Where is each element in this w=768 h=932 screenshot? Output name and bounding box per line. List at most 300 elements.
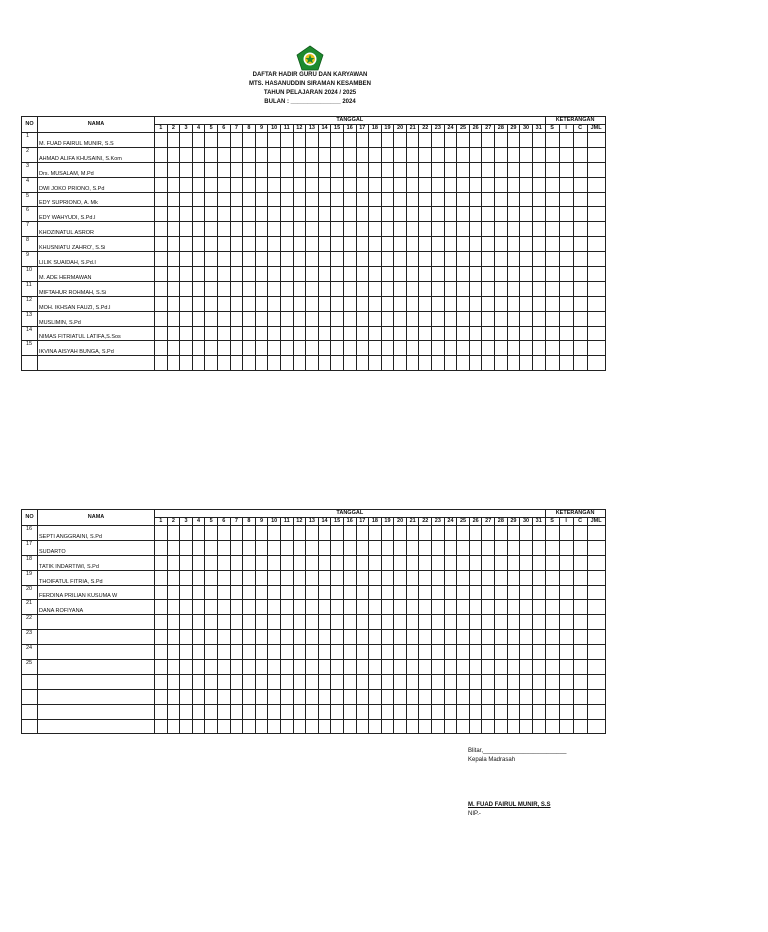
attendance-cell	[495, 540, 508, 555]
attendance-cell	[205, 222, 218, 237]
day-header: 7	[230, 518, 243, 526]
attendance-cell	[192, 630, 205, 645]
attendance-cell	[507, 252, 520, 267]
attendance-cell	[331, 192, 344, 207]
attendance-cell	[306, 615, 319, 630]
employee-name: EDY SUPRIONO, A. Mk	[38, 192, 155, 207]
attendance-cell	[230, 600, 243, 615]
attendance-cell	[293, 222, 306, 237]
attendance-cell	[482, 133, 495, 148]
attendance-cell	[331, 222, 344, 237]
attendance-cell	[587, 192, 605, 207]
attendance-cell	[318, 207, 331, 222]
attendance-cell	[520, 674, 533, 689]
row-number: 10	[22, 267, 38, 282]
attendance-cell	[432, 252, 445, 267]
attendance-cell	[369, 555, 382, 570]
attendance-cell	[280, 177, 293, 192]
employee-name: MIFTAHUR ROHMAH, S.Si	[38, 281, 155, 296]
attendance-cell	[255, 133, 268, 148]
attendance-cell	[192, 267, 205, 282]
attendance-cell	[432, 192, 445, 207]
attendance-cell	[559, 719, 573, 734]
attendance-cell	[573, 600, 587, 615]
attendance-cell	[532, 540, 545, 555]
row-number: 23	[22, 630, 38, 645]
row-number: 3	[22, 162, 38, 177]
attendance-cell	[155, 674, 168, 689]
attendance-cell	[306, 630, 319, 645]
day-header: 16	[343, 125, 356, 133]
attendance-cell	[192, 570, 205, 585]
attendance-cell	[469, 674, 482, 689]
attendance-cell	[507, 341, 520, 356]
attendance-cell	[192, 326, 205, 341]
attendance-cell	[192, 704, 205, 719]
attendance-cell	[192, 600, 205, 615]
attendance-cell	[306, 585, 319, 600]
attendance-cell	[180, 267, 193, 282]
attendance-cell	[469, 526, 482, 541]
attendance-cell	[507, 192, 520, 207]
attendance-cell	[457, 267, 470, 282]
attendance-cell	[217, 237, 230, 252]
attendance-cell	[255, 585, 268, 600]
attendance-cell	[155, 540, 168, 555]
attendance-cell	[545, 237, 559, 252]
attendance-cell	[381, 630, 394, 645]
attendance-cell	[587, 630, 605, 645]
row-number: 7	[22, 222, 38, 237]
attendance-cell	[167, 719, 180, 734]
attendance-cell	[432, 645, 445, 660]
attendance-cell	[394, 341, 407, 356]
attendance-cell	[457, 311, 470, 326]
attendance-cell	[356, 704, 369, 719]
attendance-cell	[419, 570, 432, 585]
attendance-cell	[230, 252, 243, 267]
attendance-cell	[217, 356, 230, 371]
day-header: 25	[457, 125, 470, 133]
row-number: 19	[22, 570, 38, 585]
attendance-cell	[444, 147, 457, 162]
attendance-cell	[331, 674, 344, 689]
attendance-cell	[205, 645, 218, 660]
attendance-cell	[205, 296, 218, 311]
attendance-cell	[573, 570, 587, 585]
attendance-cell	[482, 311, 495, 326]
attendance-cell	[369, 540, 382, 555]
attendance-cell	[573, 719, 587, 734]
attendance-cell	[419, 296, 432, 311]
attendance-cell	[356, 162, 369, 177]
attendance-cell	[394, 630, 407, 645]
attendance-cell	[559, 356, 573, 371]
attendance-cell	[356, 585, 369, 600]
attendance-cell	[520, 177, 533, 192]
attendance-cell	[457, 719, 470, 734]
attendance-cell	[520, 555, 533, 570]
attendance-cell	[205, 555, 218, 570]
table-row	[22, 674, 606, 689]
attendance-cell	[406, 660, 419, 675]
attendance-cell	[406, 585, 419, 600]
attendance-cell	[217, 207, 230, 222]
attendance-cell	[406, 207, 419, 222]
table-row	[22, 311, 606, 326]
attendance-cell	[280, 600, 293, 615]
attendance-cell	[532, 555, 545, 570]
attendance-cell	[280, 540, 293, 555]
attendance-cell	[545, 192, 559, 207]
attendance-cell	[381, 719, 394, 734]
day-header: 12	[293, 518, 306, 526]
row-number: 16	[22, 526, 38, 541]
keterangan-header: S	[545, 125, 559, 133]
attendance-cell	[180, 719, 193, 734]
attendance-cell	[432, 660, 445, 675]
attendance-cell	[205, 704, 218, 719]
attendance-cell	[255, 555, 268, 570]
attendance-cell	[469, 311, 482, 326]
attendance-cell	[192, 192, 205, 207]
attendance-cell	[167, 645, 180, 660]
attendance-cell	[457, 222, 470, 237]
attendance-cell	[444, 207, 457, 222]
attendance-cell	[155, 356, 168, 371]
attendance-cell	[180, 540, 193, 555]
attendance-cell	[343, 645, 356, 660]
attendance-table-1	[21, 116, 606, 371]
attendance-cell	[293, 326, 306, 341]
attendance-cell	[587, 207, 605, 222]
attendance-cell	[306, 147, 319, 162]
day-header: 3	[180, 518, 193, 526]
attendance-cell	[587, 585, 605, 600]
attendance-cell	[369, 296, 382, 311]
attendance-cell	[507, 570, 520, 585]
attendance-cell	[419, 267, 432, 282]
attendance-cell	[457, 526, 470, 541]
attendance-cell	[280, 570, 293, 585]
attendance-cell	[520, 207, 533, 222]
attendance-cell	[545, 207, 559, 222]
attendance-cell	[180, 162, 193, 177]
attendance-cell	[559, 281, 573, 296]
attendance-cell	[495, 689, 508, 704]
day-header: 15	[331, 125, 344, 133]
day-header: 12	[293, 125, 306, 133]
attendance-cell	[343, 281, 356, 296]
attendance-cell	[559, 570, 573, 585]
attendance-cell	[331, 341, 344, 356]
attendance-cell	[520, 326, 533, 341]
attendance-cell	[268, 341, 281, 356]
attendance-cell	[469, 192, 482, 207]
attendance-cell	[306, 674, 319, 689]
attendance-cell	[230, 585, 243, 600]
attendance-cell	[293, 192, 306, 207]
attendance-cell	[482, 281, 495, 296]
attendance-cell	[482, 341, 495, 356]
attendance-cell	[280, 555, 293, 570]
attendance-cell	[331, 555, 344, 570]
day-header: 3	[180, 125, 193, 133]
attendance-cell	[180, 630, 193, 645]
attendance-cell	[432, 719, 445, 734]
attendance-cell	[180, 133, 193, 148]
attendance-cell	[457, 162, 470, 177]
attendance-cell	[230, 704, 243, 719]
attendance-cell	[318, 147, 331, 162]
keterangan-header: I	[559, 125, 573, 133]
attendance-cell	[419, 252, 432, 267]
attendance-cell	[318, 237, 331, 252]
day-header: 2	[167, 125, 180, 133]
day-header: 24	[444, 125, 457, 133]
attendance-cell	[432, 689, 445, 704]
day-header: 8	[243, 125, 256, 133]
attendance-cell	[482, 177, 495, 192]
attendance-cell	[532, 630, 545, 645]
attendance-cell	[293, 147, 306, 162]
attendance-cell	[495, 192, 508, 207]
attendance-cell	[559, 133, 573, 148]
attendance-cell	[406, 296, 419, 311]
attendance-cell	[381, 540, 394, 555]
attendance-cell	[482, 356, 495, 371]
attendance-cell	[444, 555, 457, 570]
table-row	[22, 341, 606, 356]
row-number: 13	[22, 311, 38, 326]
attendance-cell	[369, 615, 382, 630]
attendance-cell	[331, 660, 344, 675]
attendance-cell	[369, 645, 382, 660]
day-header: 18	[369, 125, 382, 133]
attendance-cell	[343, 570, 356, 585]
attendance-cell	[432, 341, 445, 356]
attendance-cell	[255, 296, 268, 311]
attendance-cell	[457, 341, 470, 356]
attendance-cell	[205, 237, 218, 252]
attendance-cell	[306, 207, 319, 222]
attendance-cell	[545, 133, 559, 148]
attendance-cell	[457, 555, 470, 570]
day-header: 26	[469, 518, 482, 526]
title-line-2: MTS. HASANUDDIN SIRAMAN KESAMBEN	[248, 81, 371, 87]
attendance-cell	[573, 540, 587, 555]
attendance-cell	[469, 281, 482, 296]
attendance-cell	[573, 674, 587, 689]
attendance-cell	[381, 326, 394, 341]
attendance-cell	[394, 615, 407, 630]
attendance-cell	[343, 526, 356, 541]
attendance-cell	[532, 689, 545, 704]
employee-name: LILIK SUAIDAH, S.Pd.I	[38, 252, 155, 267]
attendance-cell	[318, 281, 331, 296]
attendance-cell	[545, 660, 559, 675]
attendance-cell	[318, 660, 331, 675]
attendance-cell	[217, 133, 230, 148]
attendance-cell	[192, 615, 205, 630]
attendance-cell	[230, 540, 243, 555]
attendance-cell	[495, 660, 508, 675]
attendance-cell	[406, 147, 419, 162]
attendance-cell	[559, 222, 573, 237]
attendance-cell	[381, 192, 394, 207]
attendance-cell	[331, 600, 344, 615]
attendance-cell	[587, 704, 605, 719]
attendance-cell	[573, 177, 587, 192]
attendance-cell	[381, 177, 394, 192]
attendance-cell	[155, 719, 168, 734]
attendance-cell	[243, 341, 256, 356]
attendance-cell	[205, 192, 218, 207]
attendance-cell	[587, 133, 605, 148]
attendance-cell	[180, 192, 193, 207]
attendance-cell	[306, 689, 319, 704]
attendance-cell	[293, 570, 306, 585]
attendance-cell	[444, 645, 457, 660]
attendance-cell	[268, 207, 281, 222]
attendance-cell	[306, 719, 319, 734]
day-header: 27	[482, 518, 495, 526]
attendance-cell	[318, 555, 331, 570]
attendance-cell	[293, 341, 306, 356]
attendance-cell	[559, 296, 573, 311]
day-header: 4	[192, 125, 205, 133]
employee-name: M. FUAD FAIRUL MUNIR, S.S	[38, 133, 155, 148]
attendance-cell	[280, 222, 293, 237]
attendance-cell	[318, 252, 331, 267]
attendance-cell	[230, 570, 243, 585]
column-header-keterangan: KETERANGAN	[545, 117, 605, 125]
attendance-cell	[243, 296, 256, 311]
attendance-cell	[331, 237, 344, 252]
attendance-cell	[318, 356, 331, 371]
attendance-cell	[419, 177, 432, 192]
day-header: 13	[306, 518, 319, 526]
attendance-cell	[268, 296, 281, 311]
attendance-cell	[394, 296, 407, 311]
row-number: 24	[22, 645, 38, 660]
attendance-cell	[532, 570, 545, 585]
attendance-cell	[587, 222, 605, 237]
attendance-cell	[507, 674, 520, 689]
attendance-cell	[243, 615, 256, 630]
day-header: 22	[419, 125, 432, 133]
attendance-cell	[469, 326, 482, 341]
table-row	[22, 630, 606, 645]
attendance-cell	[230, 281, 243, 296]
attendance-cell	[444, 162, 457, 177]
header-row	[22, 117, 606, 125]
attendance-cell	[180, 237, 193, 252]
attendance-cell	[432, 311, 445, 326]
attendance-cell	[268, 192, 281, 207]
attendance-cell	[469, 356, 482, 371]
attendance-cell	[331, 133, 344, 148]
attendance-cell	[532, 356, 545, 371]
attendance-cell	[167, 341, 180, 356]
attendance-cell	[331, 585, 344, 600]
attendance-cell	[217, 719, 230, 734]
attendance-cell	[507, 177, 520, 192]
attendance-cell	[495, 237, 508, 252]
attendance-cell	[268, 585, 281, 600]
attendance-cell	[507, 719, 520, 734]
employee-name: SEPTI ANGGRAINI, S.Pd	[38, 526, 155, 541]
attendance-cell	[192, 689, 205, 704]
table-row	[22, 585, 606, 600]
attendance-table-2	[21, 509, 606, 734]
attendance-cell	[243, 356, 256, 371]
attendance-cell	[482, 192, 495, 207]
attendance-cell	[419, 281, 432, 296]
attendance-cell	[230, 674, 243, 689]
attendance-cell	[243, 689, 256, 704]
attendance-cell	[167, 296, 180, 311]
attendance-cell	[369, 689, 382, 704]
attendance-cell	[318, 222, 331, 237]
attendance-cell	[255, 222, 268, 237]
attendance-cell	[444, 615, 457, 630]
row-number: 25	[22, 660, 38, 675]
table-row	[22, 281, 606, 296]
attendance-cell	[293, 585, 306, 600]
attendance-cell	[444, 252, 457, 267]
employee-name: Drs. MUSALAM, M.Pd	[38, 162, 155, 177]
attendance-cell	[545, 267, 559, 282]
attendance-cell	[444, 311, 457, 326]
attendance-cell	[381, 555, 394, 570]
attendance-cell	[167, 585, 180, 600]
attendance-cell	[406, 162, 419, 177]
attendance-cell	[268, 526, 281, 541]
attendance-cell	[532, 326, 545, 341]
attendance-cell	[255, 147, 268, 162]
attendance-cell	[230, 689, 243, 704]
attendance-cell	[280, 615, 293, 630]
attendance-cell	[381, 341, 394, 356]
attendance-cell	[444, 630, 457, 645]
attendance-cell	[268, 311, 281, 326]
attendance-cell	[343, 296, 356, 311]
keterangan-header: JML	[587, 518, 605, 526]
attendance-cell	[573, 615, 587, 630]
attendance-cell	[381, 570, 394, 585]
attendance-cell	[255, 719, 268, 734]
attendance-cell	[230, 267, 243, 282]
attendance-cell	[255, 674, 268, 689]
attendance-cell	[444, 719, 457, 734]
attendance-cell	[205, 600, 218, 615]
attendance-cell	[167, 570, 180, 585]
attendance-cell	[343, 326, 356, 341]
day-header: 20	[394, 125, 407, 133]
attendance-cell	[469, 704, 482, 719]
day-header: 21	[406, 125, 419, 133]
attendance-cell	[192, 341, 205, 356]
attendance-cell	[457, 689, 470, 704]
attendance-cell	[293, 133, 306, 148]
attendance-cell	[343, 147, 356, 162]
attendance-cell	[559, 704, 573, 719]
attendance-cell	[457, 252, 470, 267]
attendance-cell	[268, 267, 281, 282]
attendance-cell	[444, 704, 457, 719]
attendance-cell	[155, 147, 168, 162]
